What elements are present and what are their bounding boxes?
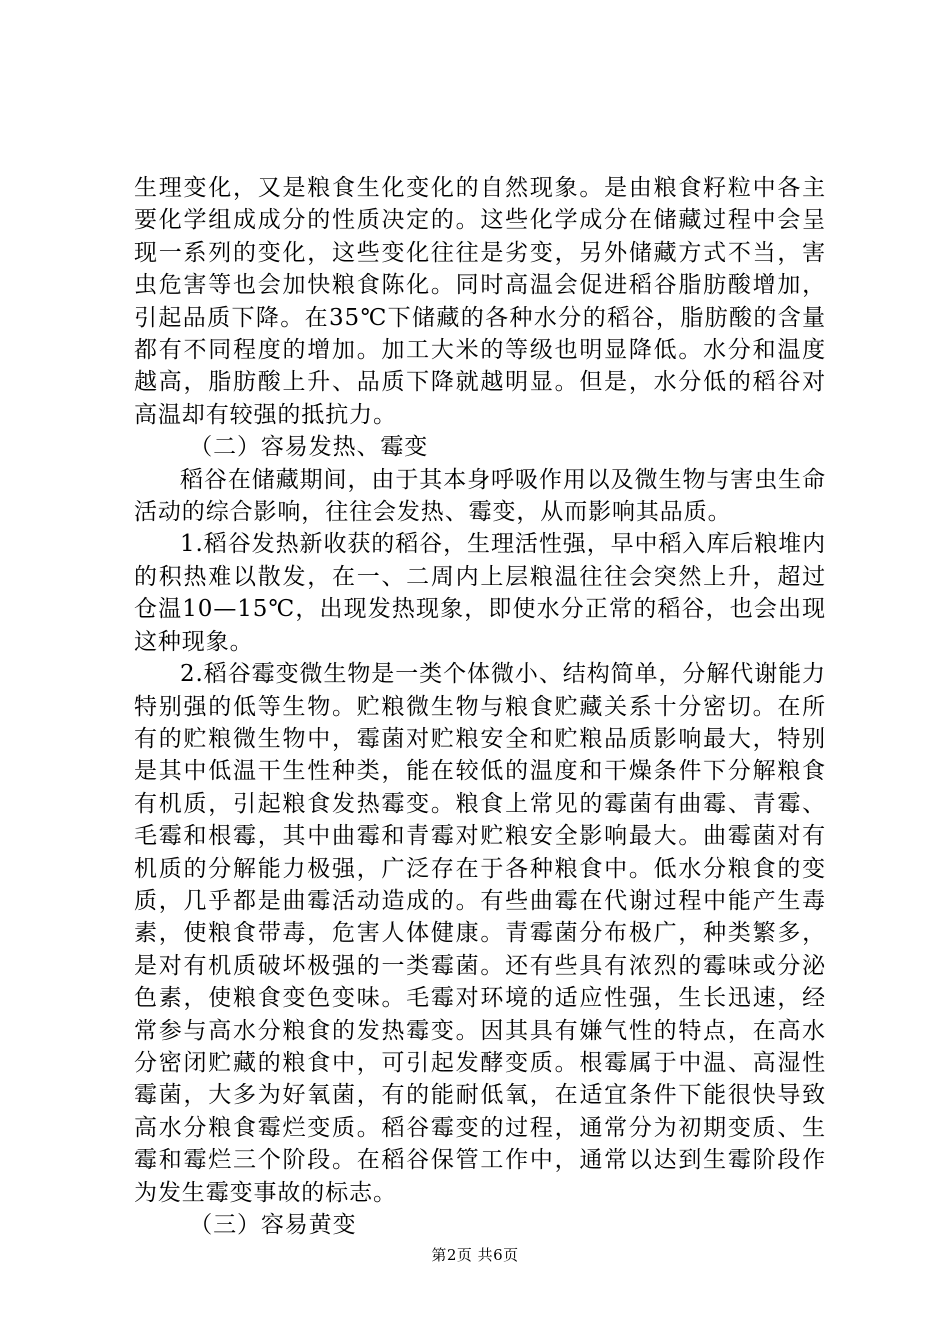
paragraph-continuation: 生理变化，又是粮食生化变化的自然现象。是由粮食籽粒中各主要化学组成成分的性质决定的。这些化学成分在储藏过程中会呈现一系列的变化，这些变化往往是劣变，另外储藏方式不当，害虫危害等也会加快粮食陈化。同时高温会促进稻谷脂肪酸增加，引起品质下降。在35℃下储藏的各种水分的稻谷，脂肪酸的含量都有不同程度的增加。加工大米的等级也明显降低。水分和温度越高，脂肪酸上升、品质下降就越明显。但是，水分低的稻谷对高温却有较强的抵抗力。 <box>134 175 826 428</box>
page-number: 第2页 共6页 <box>431 1246 519 1264</box>
section-heading-2: （二）容易发热、霉变 <box>189 434 429 461</box>
paragraph-mildew: 2.稻谷霉变微生物是一类个体微小、结构简单，分解代谢能力特别强的低等生物。贮粮微生物与粮食贮藏关系十分密切。在所有的贮粮微生物中，霉菌对贮粮安全和贮粮品质影响最大，特别是其中低温干生性种类，能在较低的温度和干燥条件下分解粮食有机质，引起粮食发热霉变。粮食上常见的霉菌有曲霉、青霉、毛霉和根霉，其中曲霉和青霉对贮粮安全影响最大。曲霉菌对有机质的分解能力极强，广泛存在于各种粮食中。低水分粮食的变质，几乎都是曲霉活动造成的。有些曲霉在代谢过程中能产生毒素，使粮食带毒，危害人体健康。青霉菌分布极广，种类繁多，是对有机质破坏极强的一类霉菌。还有些具有浓烈的霉味或分泌色素，使粮食变色变味。毛霉对环境的适应性强，生长迅速，经常参与高水分粮食的发热霉变。因其具有嫌气性的特点，在高水分密闭贮藏的粮食中，可引起发酵变质。根霉属于中温、高湿性霉菌，大多为好氧菌，有的能耐低氧，在适宜条件下能很快导致高水分粮食霉烂变质。稻谷霉变的过程，通常分为初期变质、生霉和霉烂三个阶段。在稻谷保管工作中，通常以达到生霉阶段作为发生霉变事故的标志。 <box>134 661 826 1206</box>
paragraph-heating: 1.稻谷发热新收获的稻谷，生理活性强，早中稻入库后粮堆内的积热难以散发，在一、二周内上层粮温往往会突然上升，超过仓温10—15℃，出现发热现象，即使水分正常的稻谷，也会出现这种现象。 <box>134 531 826 655</box>
page-footer <box>0 1244 950 1265</box>
body-text <box>134 172 826 1241</box>
section-heading-3: （三）容易黄变 <box>189 1212 357 1238</box>
paragraph-intro: 稻谷在储藏期间，由于其本身呼吸作用以及微生物与害虫生命活动的综合影响，往往会发热、霉变，从而影响其品质。 <box>134 466 826 526</box>
